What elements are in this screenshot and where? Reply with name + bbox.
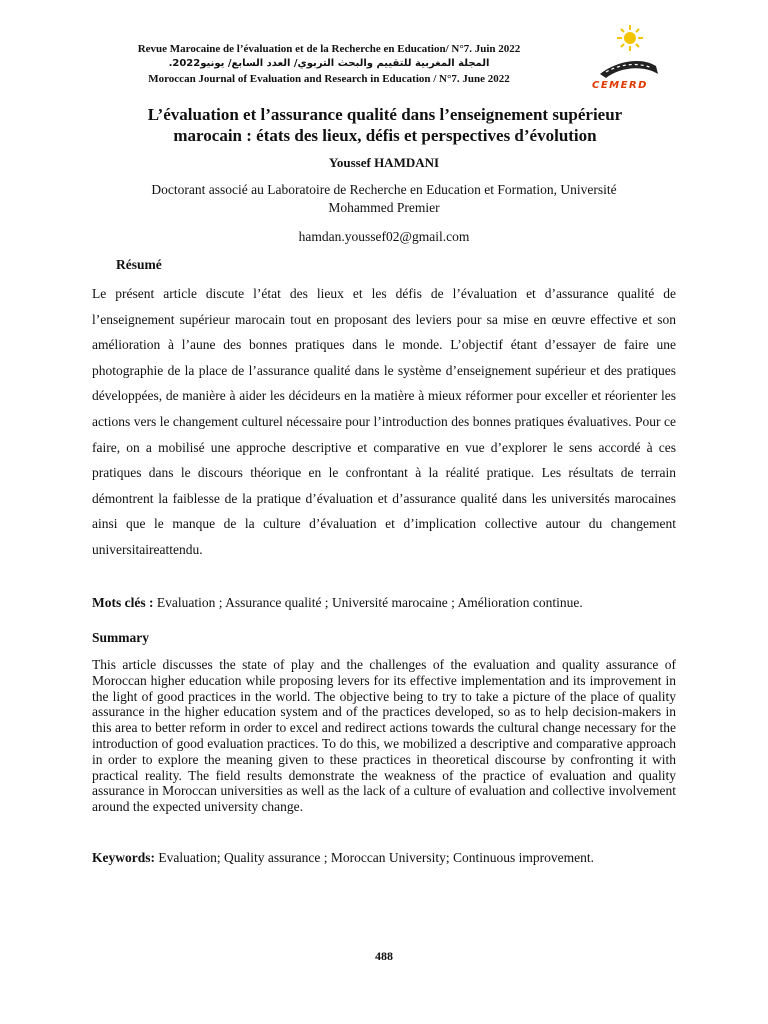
keywords-label: Keywords: [92, 850, 155, 865]
journal-header-french: Revue Marocaine de l’évaluation et de la Recherche en Education/ N°7. Juin 2022 [137, 43, 521, 55]
author-name: Youssef HAMDANI [328, 155, 440, 170]
author-affiliation [90, 181, 678, 217]
road-icon [600, 61, 658, 78]
article-title-line2: marocain : états des lieux, défis et perspectives d’évolution [173, 126, 597, 145]
journal-header-english: Moroccan Journal of Evaluation and Research in Education / N°7. June 2022 [148, 73, 510, 85]
mots-cles [92, 595, 692, 611]
resume-text: Le présent article discute l’état des lieux et les défis de l’évaluation et d’assurance qualité de l’enseignement supérieur marocain tout en proposant des leviers pour sa mise en œuvre effective et son amélioration à l’aune des bonnes pratiques dans le monde. L’objectif étant d’essayer de faire une photographie de la place de l’assurance qualité dans le système d’enseignement supérieur et des pratiques développées, de manière à aider les décideurs en la matière à mieux réformer pour exceller et réorienter les actions vers le changement culturel nécessaire pour l’introduction des bonnes pratiques évaluatives. Pour ce faire, on a mobilisé une approche descriptive et comparative en vue d’explorer le sens accordé à ces pratiques dans le discours théorique en le confrontant à la réalité pratique. Les résultats de terrain démontrent la faiblesse de la pratique d’évaluation et d’assurance qualité dans les universités marocaines ainsi que le manque de la culture d’évaluation et d’implication collective autour du changement universitaireattendu. [92, 286, 676, 557]
resume-heading: Résumé [116, 257, 162, 272]
affiliation-line1: Doctorant associé au Laboratoire de Recherche en Education et Formation, Université [151, 182, 617, 197]
page-number: 488 [375, 949, 393, 963]
sun-icon [617, 25, 643, 51]
keywords-text: Evaluation; Quality assurance ; Moroccan University; Continuous improvement. [155, 850, 595, 865]
summary-heading: Summary [92, 630, 149, 645]
cemerd-logo-graphic [560, 22, 660, 92]
cemerd-logo [560, 22, 660, 92]
article-title-line1: L’évaluation et l’assurance qualité dans l’enseignement supérieur [147, 105, 623, 124]
article-title [60, 104, 710, 146]
affiliation-line2: Mohammed Premier [328, 200, 440, 215]
author-email: hamdan.youssef02@gmail.com [298, 229, 470, 244]
mots-cles-label: Mots clés : [92, 595, 154, 610]
logo-text: CEMERD [592, 80, 648, 91]
keywords [92, 850, 692, 866]
summary-text: This article discusses the state of play and the challenges of the evaluation and quality assurance of Moroccan higher education while proposing levers for its effective implementation and its improvement in the light of good practices in the world. The objective being to try to take a picture of the place of quality assurance in the higher education system and of the practices developed, so as to help decision-makers in this area to better reform in order to excel and redirect actions towards the cultural change necessary for the introduction of good evaluation practices. To do this, we mobilized a descriptive and comparative approach in order to explore the meaning given to these practices in theoretical discourse by confronting it with practical reality. The field results demonstrate the weakness of the practice of evaluation and quality assurance in Moroccan universities as well as the lack of a culture of evaluation and collective involvement around the expected university change. [92, 657, 676, 815]
journal-header-arabic: المجلة المغربية للتقييم والبحث التربوي/ العدد السابع/ يونيو2022. [168, 58, 490, 69]
mots-cles-text: Evaluation ; Assurance qualité ; Université marocaine ; Amélioration continue. [153, 595, 583, 610]
